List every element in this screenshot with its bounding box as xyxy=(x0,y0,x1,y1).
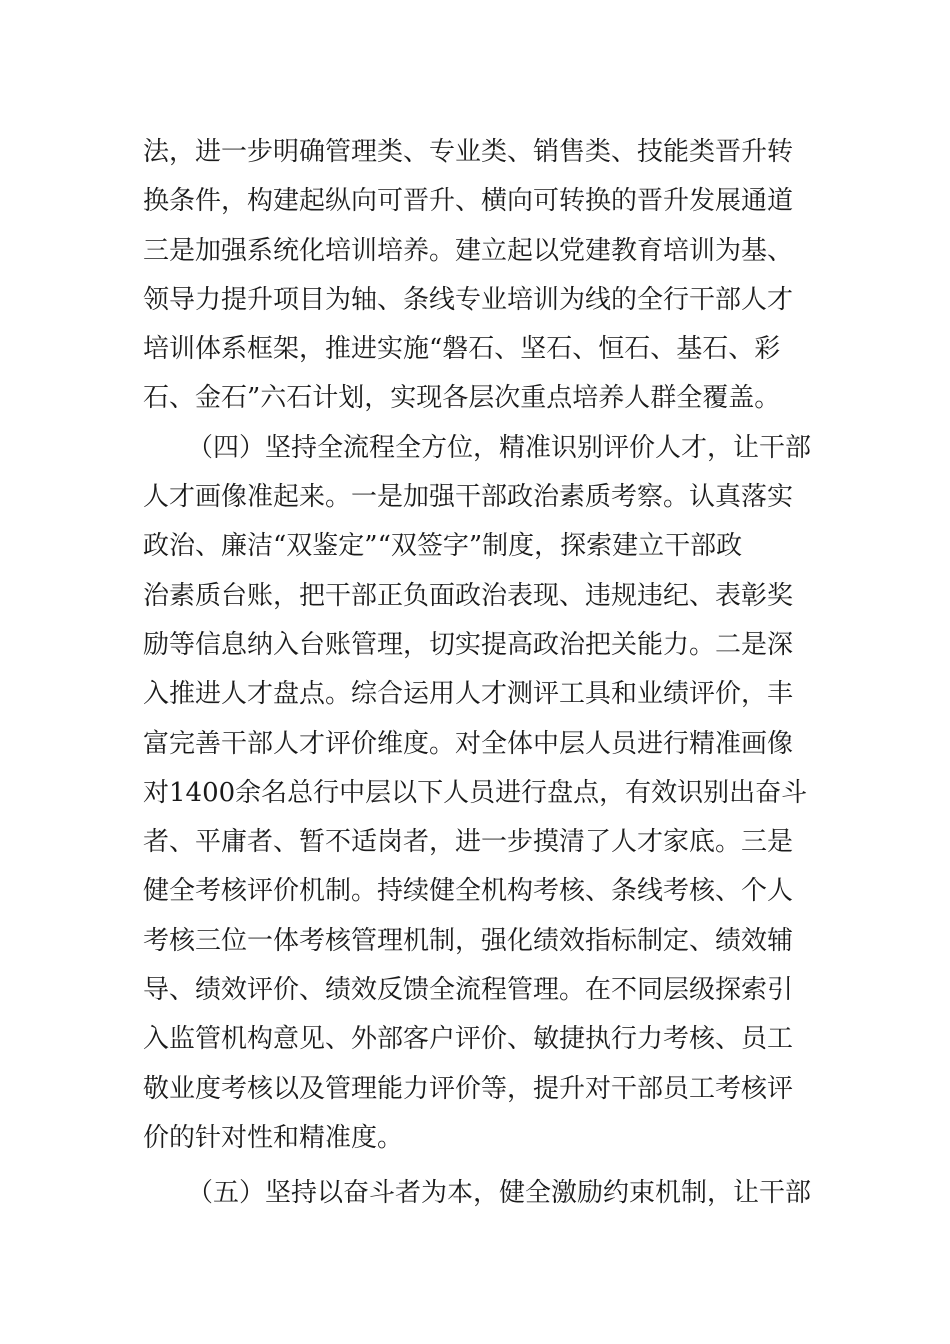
text-line: 者、平庸者、暂不适岗者，进一步摸清了人才家底。三是 xyxy=(143,827,794,858)
paragraph-heading-5: （五）坚持以奋斗者为本，健全激励约束机制，让干部 xyxy=(187,1178,812,1209)
text-line: 入推进人才盘点。综合运用人才测评工具和业绩评价，丰 xyxy=(143,679,794,710)
text-line: 对1400余名总行中层以下人员进行盘点，有效识别出奋斗 xyxy=(143,777,808,808)
text-line: 考核三位一体考核管理机制，强化绩效指标制定、绩效辅 xyxy=(143,925,794,956)
text-line: 富完善干部人才评价维度。对全体中层人员进行精准画像 xyxy=(143,728,794,759)
text-line: 政治、廉洁“双鉴定”“双签字”制度，探索建立干部政 xyxy=(143,531,743,562)
text-line: 培训体系框架，推进实施“磐石、坚石、恒石、基石、彩 xyxy=(143,334,781,365)
body-text xyxy=(143,128,823,1219)
text-line: 敬业度考核以及管理能力评价等，提升对干部员工考核评 xyxy=(143,1073,794,1104)
text-line: 治素质台账，把干部正负面政治表现、违规违纪、表彰奖 xyxy=(143,580,794,611)
text-line: 健全考核评价机制。持续健全机构考核、条线考核、个人 xyxy=(143,876,794,907)
paragraph-heading-4: （四）坚持全流程全方位，精准识别评价人才，让干部 xyxy=(187,432,812,463)
text-line: 入监管机构意见、外部客户评价、敏捷执行力考核、员工 xyxy=(143,1024,794,1055)
text-line: 石、金石”六石计划，实现各层次重点培养人群全覆盖。 xyxy=(143,383,781,414)
text-line: 导、绩效评价、绩效反馈全流程管理。在不同层级探索引 xyxy=(143,975,794,1006)
text-line: 领导力提升项目为轴、条线专业培训为线的全行干部人才 xyxy=(143,284,794,315)
text-line: 换条件，构建起纵向可晋升、横向可转换的晋升发展通道 xyxy=(143,186,794,217)
text-line: 价的针对性和精准度。 xyxy=(143,1122,404,1153)
text-line: 三是加强系统化培训培养。建立起以党建教育培训为基、 xyxy=(143,235,794,266)
text-line: 励等信息纳入台账管理，切实提高政治把关能力。二是深 xyxy=(143,629,794,660)
text-line: 法，进一步明确管理类、专业类、销售类、技能类晋升转 xyxy=(143,137,794,167)
text-line: 人才画像准起来。一是加强干部政治素质考察。认真落实 xyxy=(143,482,794,513)
